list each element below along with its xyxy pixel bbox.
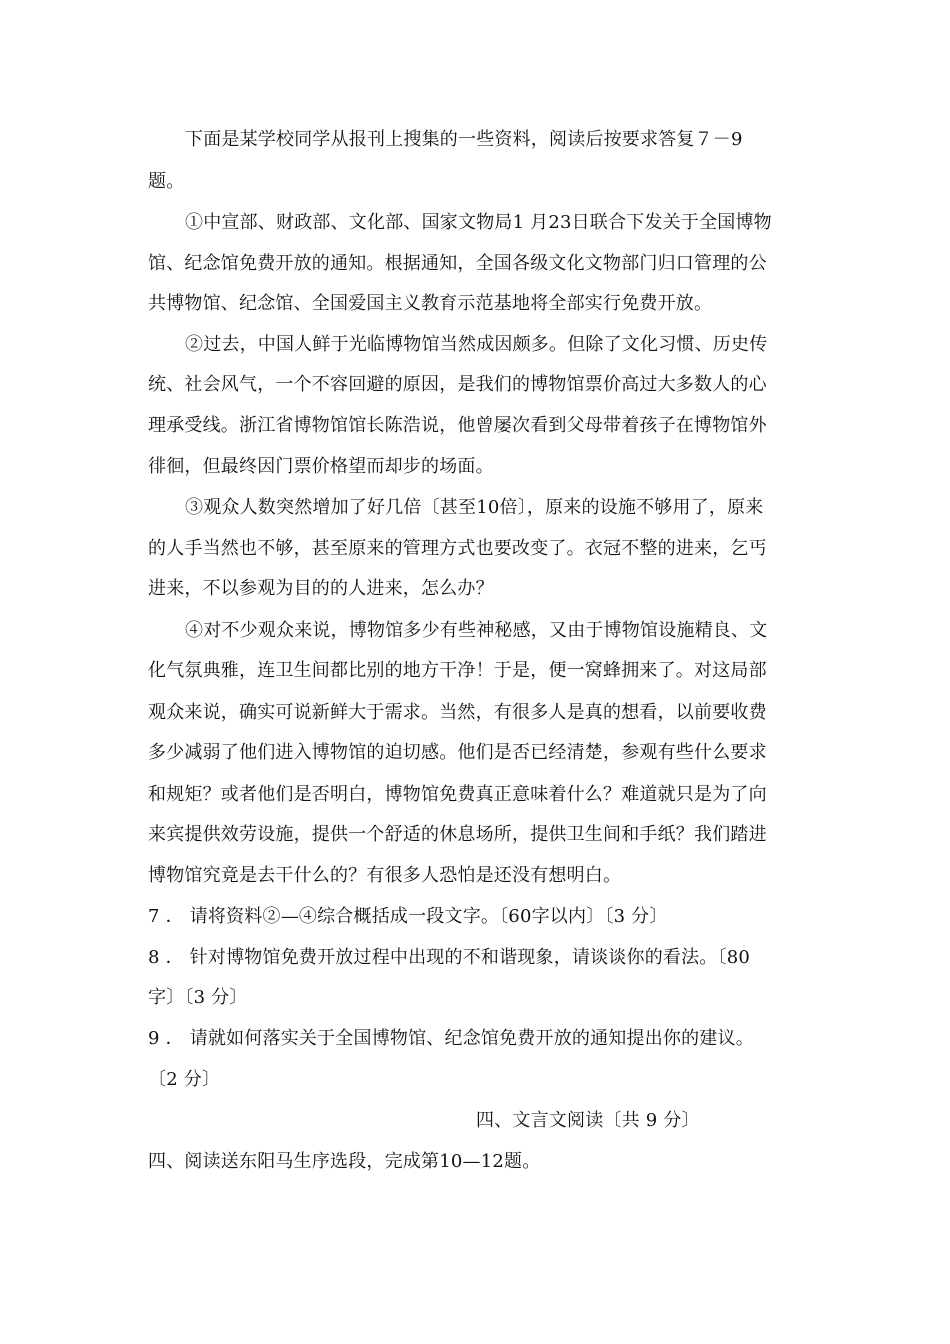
question-8-line-2: 字〕〔3 分〕 bbox=[148, 987, 248, 1008]
section-heading: 四、文言文阅读〔共 9 分〕 bbox=[476, 1110, 700, 1131]
material-4-line-3: 观众来说，确实可说新鲜大于需求。当然，有很多人是真的想看，以前要收费 bbox=[148, 702, 767, 723]
question-7: 7 ． 请将资料②—④综合概括成一段文字。〔60字以内〕〔3 分〕 bbox=[148, 906, 668, 927]
material-2-line-2: 统、社会风气，一个不容回避的原因，是我们的博物馆票价高过大多数人的心 bbox=[148, 374, 767, 395]
section-intro: 四、阅读送东阳马生序选段，完成第10—12题。 bbox=[148, 1151, 541, 1172]
material-2-line-1: ②过去，中国人鲜于光临博物馆当然成因颇多。但除了文化习惯、历史传 bbox=[185, 334, 768, 355]
question-8-line-1: 8 ． 针对博物馆免费开放过程中出现的不和谐现象，请谈谈你的看法。〔80 bbox=[148, 947, 750, 968]
material-4-line-5: 和规矩？或者他们是否明白，博物馆免费真正意味着什么？难道就只是为了向 bbox=[148, 784, 767, 805]
material-4-line-6: 来宾提供效劳设施，提供一个舒适的休息场所，提供卫生间和手纸？我们踏进 bbox=[148, 824, 767, 845]
material-3-line-1: ③观众人数突然增加了好几倍〔甚至10倍〕，原来的设施不够用了，原来 bbox=[185, 497, 764, 518]
material-1-line-1: ①中宣部、财政部、文化部、国家文物局1 月23日联合下发关于全国博物 bbox=[185, 212, 772, 233]
material-2-line-4: 徘徊，但最终因门票价格望而却步的场面。 bbox=[148, 456, 494, 477]
material-3-line-2: 的人手当然也不够，甚至原来的管理方式也要改变了。衣冠不整的进来，乞丐 bbox=[148, 538, 767, 559]
material-1-line-2: 馆、纪念馆免费开放的通知。根据通知，全国各级文化文物部门归口管理的公 bbox=[148, 253, 767, 274]
material-4-line-2: 化气氛典雅，连卫生间都比别的地方干净！于是，便一窝蜂拥来了。对这局部 bbox=[148, 660, 767, 681]
material-4-line-1: ④对不少观众来说，博物馆多少有些神秘感，又由于博物馆设施精良、文 bbox=[185, 620, 768, 641]
material-3-line-3: 进来，不以参观为目的的人进来，怎么办？ bbox=[148, 578, 494, 599]
material-2-line-3: 理承受线。浙江省博物馆馆长陈浩说，他曾屡次看到父母带着孩子在博物馆外 bbox=[148, 415, 767, 436]
material-1-line-3: 共博物馆、纪念馆、全国爱国主义教育示范基地将全部实行免费开放。 bbox=[148, 293, 713, 314]
material-4-line-4: 多少减弱了他们进入博物馆的迫切感。他们是否已经清楚，参观有些什么要求 bbox=[148, 742, 767, 763]
intro-line-2: 题。 bbox=[148, 171, 185, 192]
question-9-line-2: 〔2 分〕 bbox=[148, 1069, 221, 1090]
question-9-line-1: 9 ． 请就如何落实关于全国博物馆、纪念馆免费开放的通知提出你的建议。 bbox=[148, 1028, 754, 1049]
intro-line-1: 下面是某学校同学从报刊上搜集的一些资料，阅读后按要求答复７－9 bbox=[185, 129, 743, 150]
material-4-line-7: 博物馆究竟是去干什么的？有很多人恐怕是还没有想明白。 bbox=[148, 865, 622, 886]
